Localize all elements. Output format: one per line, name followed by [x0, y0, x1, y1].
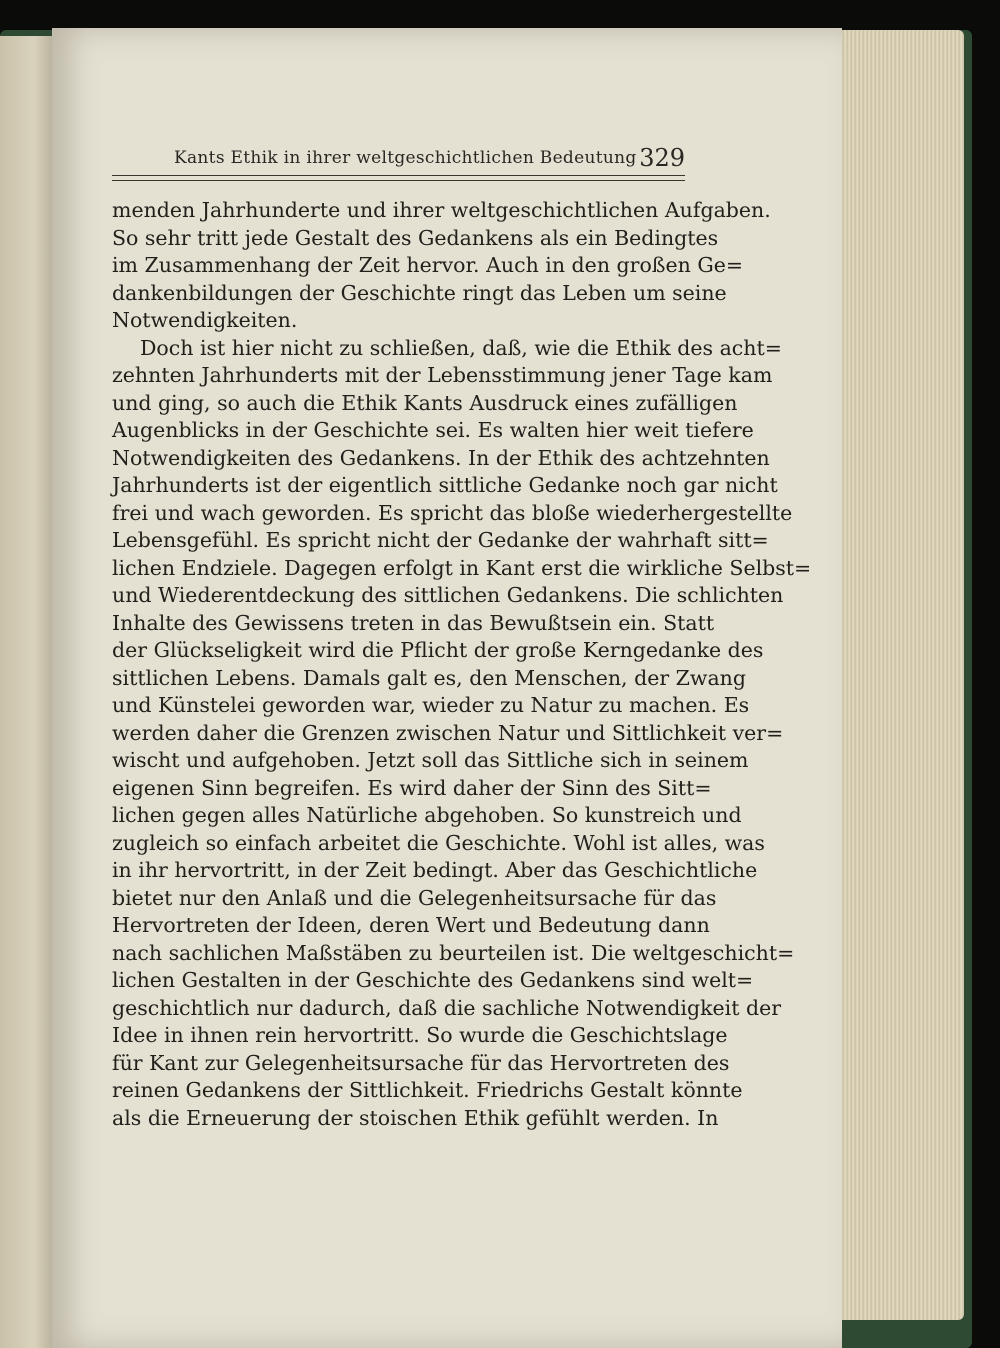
text-line: und Wiederentdeckung des sittlichen Gedankens. Die schlichten: [112, 583, 784, 607]
page-block-edges: [832, 30, 964, 1320]
text-line: Augenblicks in der Geschichte sei. Es walten hier weit tiefere: [112, 418, 754, 442]
text-line: im Zusammenhang der Zeit hervor. Auch in den großen Ge=: [112, 253, 744, 277]
text-line: dankenbildungen der Geschichte ringt das Leben um seine: [112, 280, 727, 305]
text-line: zehnten Jahrhunderts mit der Lebensstimmung jener Tage kam: [112, 363, 773, 387]
text-line: in ihr hervortritt, in der Zeit bedingt. Aber das Geschichtliche: [112, 858, 758, 882]
text-line: und Künstelei geworden war, wieder zu Natur zu machen. Es: [112, 693, 750, 717]
text-line: wischt und aufgehoben. Jetzt soll das Sittliche sich in seinem: [112, 748, 749, 772]
text-line: menden Jahrhunderte und ihrer weltgeschichtlichen Aufgaben.: [112, 198, 771, 222]
text-line: der Glückseligkeit wird die Pflicht der große Kerngedanke des: [112, 638, 764, 662]
page-header: [112, 144, 685, 178]
text-line: frei und wach geworden. Es spricht das bloße wiederhergestellte: [112, 500, 793, 525]
text-line: lichen Gestalten in der Geschichte des Gedankens sind welt=: [112, 968, 754, 992]
text-line: Idee in ihnen rein hervortritt. So wurde die Geschichtslage: [112, 1023, 728, 1047]
text-line: Doch ist hier nicht zu schließen, daß, wie die Ethik des acht=: [140, 335, 782, 360]
text-line: Jahrhunderts ist der eigentlich sittliche Gedanke noch gar nicht: [112, 473, 778, 497]
text-line: bietet nur den Anlaß und die Gelegenheitsursache für das: [112, 885, 717, 910]
page-number: 329: [639, 144, 685, 172]
text-line: sittlichen Lebens. Damals galt es, den Menschen, der Zwang: [112, 665, 746, 690]
text-line: lichen Endziele. Dagegen erfolgt in Kant erst die wirkliche Selbst=: [112, 555, 812, 580]
text-line: Notwendigkeiten des Gedankens. In der Ethik des achtzehnten: [112, 445, 770, 470]
text-line: als die Erneuerung der stoischen Ethik gefühlt werden. In: [112, 1105, 719, 1130]
text-line: geschichtlich nur dadurch, daß die sachliche Notwendigkeit der: [112, 995, 782, 1020]
text-line: Lebensgefühl. Es spricht nicht der Gedanke der wahrhaft sitt=: [112, 528, 769, 552]
text-line: Notwendigkeiten.: [112, 308, 298, 332]
text-line: So sehr tritt jede Gestalt des Gedankens als ein Bedingtes: [112, 225, 719, 250]
text-line: und ging, so auch die Ethik Kants Ausdruck eines zufälligen: [112, 390, 738, 415]
text-line: zugleich so einfach arbeitet die Geschichte. Wohl ist alles, was: [112, 830, 765, 855]
text-line: für Kant zur Gelegenheitsursache für das Hervortreten des: [112, 1050, 730, 1075]
text-line: eigenen Sinn begreifen. Es wird daher der Sinn des Sitt=: [112, 775, 712, 800]
text-line: werden daher die Grenzen zwischen Natur und Sittlichkeit ver=: [112, 720, 784, 745]
text-line: nach sachlichen Maßstäben zu beurteilen ist. Die weltgeschicht=: [112, 940, 795, 965]
header-rule: [112, 175, 685, 176]
text-line: Hervortreten der Ideen, deren Wert und Bedeutung dann: [112, 913, 710, 937]
text-line: reinen Gedankens der Sittlichkeit. Friedrichs Gestalt könnte: [112, 1078, 743, 1102]
text-line: lichen gegen alles Natürliche abgehoben. So kunstreich und: [112, 803, 742, 827]
text-line: Inhalte des Gewissens treten in das Bewußtsein ein. Statt: [112, 610, 715, 635]
running-head: Kants Ethik in ihrer weltgeschichtlichen Bedeutung: [174, 148, 637, 168]
body-text: [112, 197, 812, 1132]
header-rule: [112, 180, 685, 181]
